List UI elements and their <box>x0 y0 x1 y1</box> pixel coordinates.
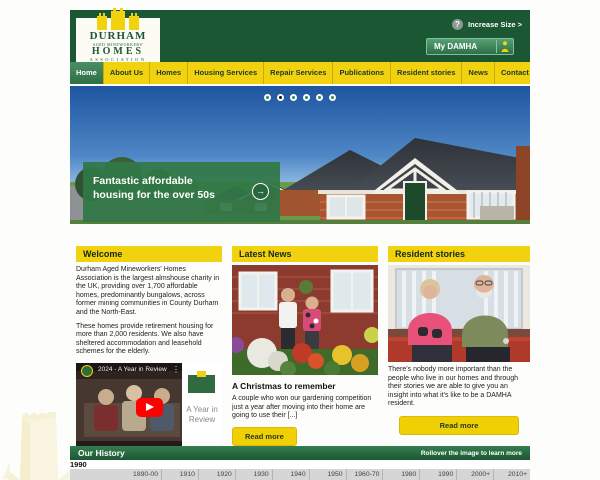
header-controls <box>426 19 522 55</box>
our-history-section <box>70 446 530 480</box>
history-timeline <box>70 469 530 480</box>
carousel-dot-5[interactable] <box>316 94 323 101</box>
welcome-paragraph-1: Durham Aged Mineworkers' Homes Association is the largest almshouse charity in the UK, providing over 1,700 affordable homes, predominantly bungalows, across former mining communities in County Durham and the North-East. <box>76 266 220 316</box>
damha-mini-logo <box>188 375 215 393</box>
nav-repair-services[interactable]: Repair Services <box>264 62 333 84</box>
video-side-line1: A Year in <box>186 404 218 414</box>
latest-news-title: Latest News <box>232 246 378 262</box>
welcome-section <box>76 246 222 453</box>
main-nav <box>70 62 530 84</box>
hero-caption-line1: Fantastic affordable <box>93 175 193 187</box>
timeline-1960-70[interactable]: 1960-70 <box>347 469 384 480</box>
news-headline[interactable]: A Christmas to remember <box>232 381 336 391</box>
news-read-more-button[interactable]: Read more <box>232 427 297 446</box>
carousel-dot-3[interactable] <box>290 94 297 101</box>
stories-photo-couple-bench <box>388 265 530 362</box>
welcome-title: Welcome <box>76 246 222 262</box>
hero-carousel <box>70 86 530 224</box>
timeline-1940[interactable]: 1940 <box>273 469 310 480</box>
increase-size-control[interactable] <box>426 19 522 30</box>
nav-about-us[interactable]: About Us <box>104 62 150 84</box>
castle-logo-icon <box>96 8 140 30</box>
carousel-dots <box>70 94 530 101</box>
timeline-1920[interactable]: 1920 <box>199 469 236 480</box>
youtube-video-thumbnail[interactable] <box>76 363 222 453</box>
hero-caption-line2: housing for the over 50s <box>93 188 215 201</box>
logo-line-association: ASSOCIATION <box>89 57 147 62</box>
timeline-2000[interactable]: 2000+ <box>457 469 494 480</box>
latest-news-section <box>232 246 378 446</box>
help-icon[interactable]: ? <box>452 19 463 30</box>
channel-avatar <box>81 365 93 377</box>
news-excerpt: A couple who won our gardening competition just a year after moving into their home are going to use their [...] <box>232 395 372 420</box>
video-title: 2024 - A Year in Review <box>98 365 167 373</box>
logo[interactable] <box>76 18 160 62</box>
current-year-label: 1990 <box>70 460 530 469</box>
carousel-dot-2-active[interactable] <box>277 94 284 101</box>
logo-line-aged-mineworkers: AGED MINEWORKERS' <box>92 42 144 47</box>
nav-publications[interactable]: Publications <box>333 62 391 84</box>
next-arrow-icon[interactable]: → <box>252 183 269 200</box>
nav-resident-stories[interactable]: Resident stories <box>391 62 462 84</box>
nav-homes[interactable]: Homes <box>150 62 188 84</box>
hero-caption <box>93 175 215 202</box>
video-side-panel <box>182 363 222 453</box>
welcome-paragraph-2: These homes provide retirement housing for more than 2,000 residents. We also have sheltered accommodation and leasehold schemes for the elderly. <box>76 322 214 356</box>
nav-news[interactable]: News <box>462 62 495 84</box>
news-photo-garden-couple <box>232 265 378 375</box>
video-side-text <box>182 405 222 425</box>
nav-housing-services[interactable]: Housing Services <box>188 62 264 84</box>
carousel-dot-1[interactable] <box>264 94 271 101</box>
timeline-1950[interactable]: 1950 <box>310 469 347 480</box>
header <box>70 10 530 62</box>
our-history-bar <box>70 446 530 460</box>
site-container <box>70 0 530 480</box>
timeline-2010[interactable]: 2010+ <box>507 471 528 478</box>
user-icon <box>497 41 513 52</box>
youtube-play-icon[interactable] <box>136 398 163 417</box>
logo-line-durham: DURHAM <box>89 30 147 42</box>
timeline-1930[interactable]: 1930 <box>236 469 273 480</box>
rollover-hint: Rollover the image to learn more <box>420 449 522 457</box>
increase-size-label[interactable]: Increase Size > <box>468 20 522 29</box>
stories-read-more-button[interactable]: Read more <box>399 416 519 435</box>
timeline-1980[interactable]: 1980 <box>383 469 420 480</box>
my-damha-label: My DAMHA <box>434 42 478 51</box>
timeline-1990[interactable]: 1990 <box>420 469 457 480</box>
carousel-dot-4[interactable] <box>303 94 310 101</box>
resident-stories-title: Resident stories <box>388 246 530 262</box>
video-side-line2: Review <box>188 414 216 424</box>
nav-home[interactable]: Home <box>70 62 104 84</box>
hero-caption-panel <box>83 162 280 222</box>
resident-stories-section <box>388 246 530 435</box>
timeline-1890-00[interactable]: 1890-00 <box>70 469 162 480</box>
stories-body: There's nobody more important than the people who live in our homes and through their stories we are able to give you an insight into what it's like to be a DAMHA resident. <box>388 366 518 408</box>
logo-line-homes: HOMES <box>91 46 145 57</box>
castle-watermark <box>0 382 78 480</box>
nav-contact[interactable]: Contact <box>495 62 530 84</box>
carousel-dot-6[interactable] <box>329 94 336 101</box>
timeline-1910[interactable]: 1910 <box>162 469 199 480</box>
our-history-title: Our History <box>78 448 125 458</box>
my-damha-button[interactable] <box>426 38 514 55</box>
video-menu-icon[interactable]: ⋮ <box>172 364 180 374</box>
